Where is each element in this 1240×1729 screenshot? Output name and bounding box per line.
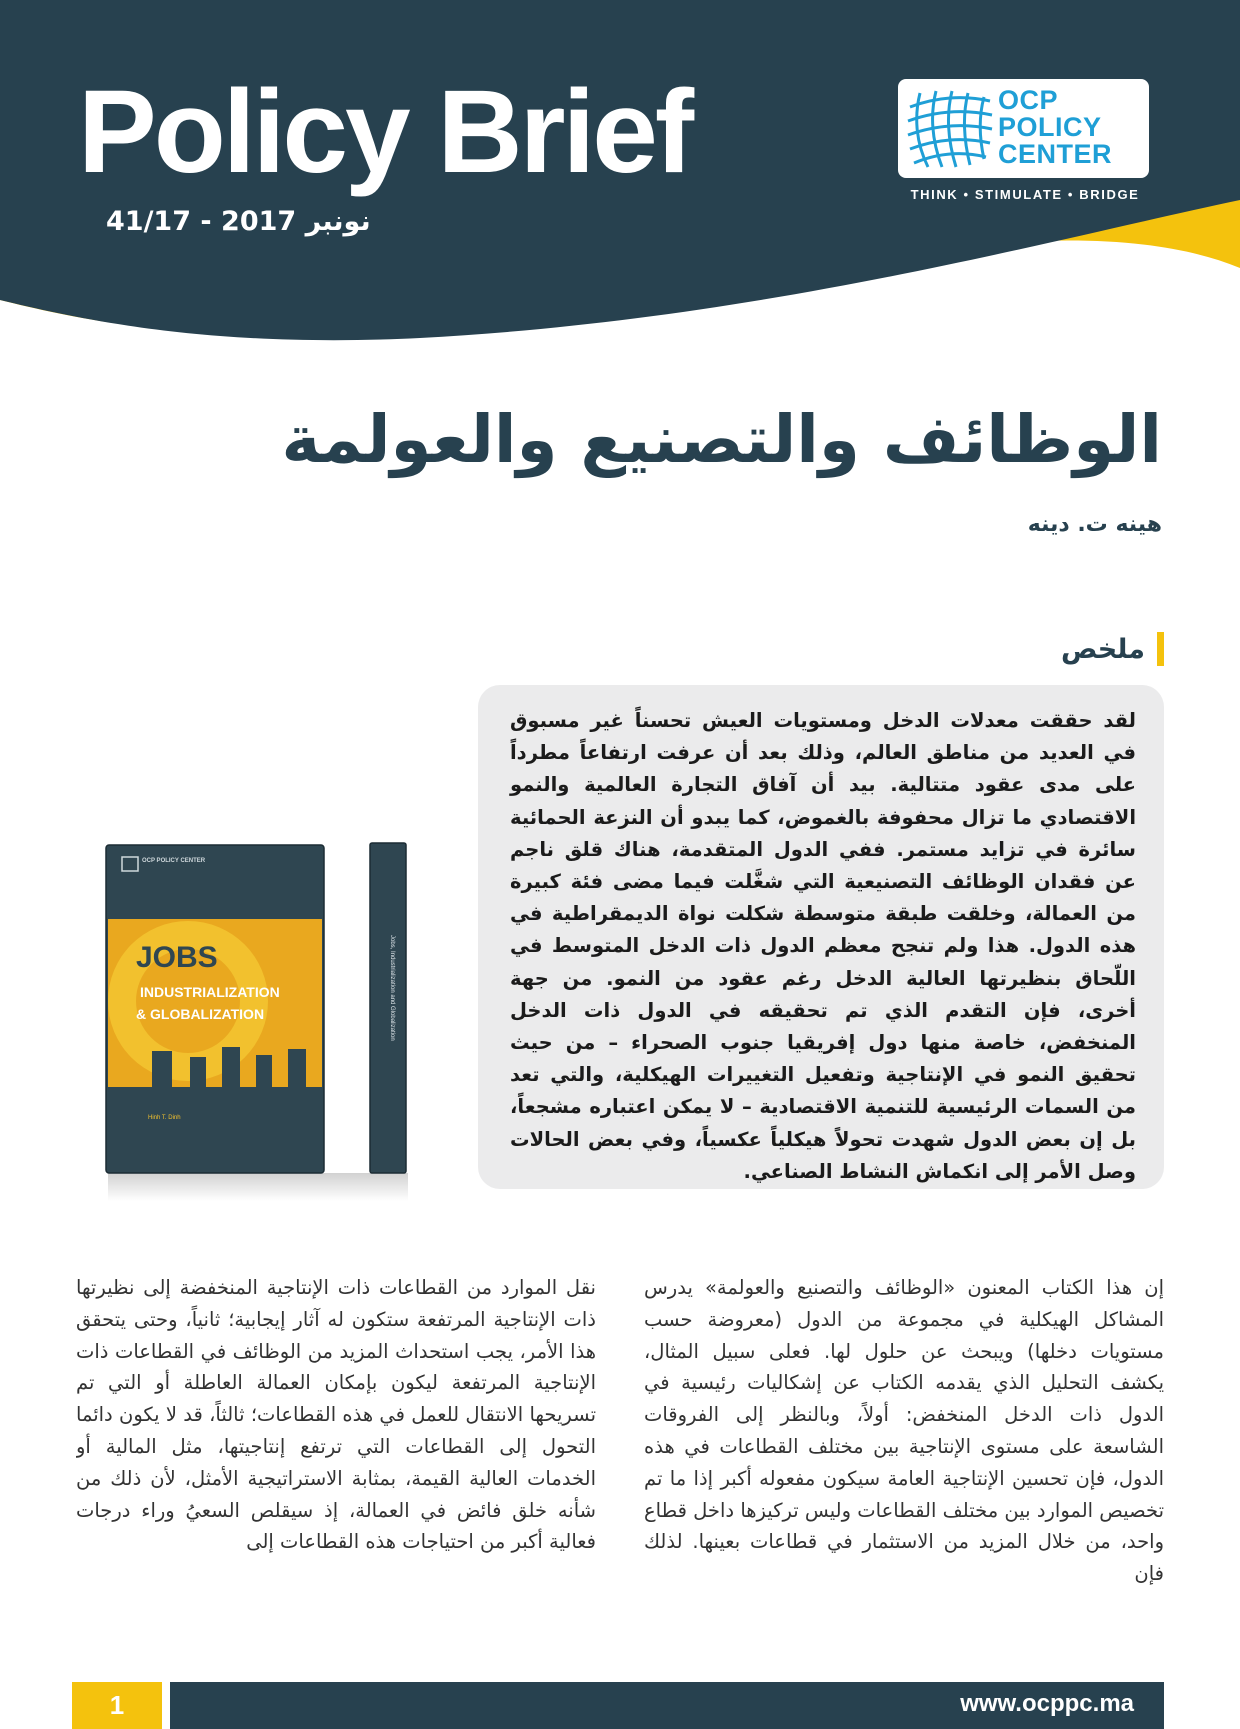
book-title-jobs: JOBS xyxy=(136,941,218,974)
body-column-left: نقل الموارد من القطاعات ذات الإنتاجية المنخفضة إلى نظيرتها ذات الإنتاجية المرتفعة ستكون له آثار إيجابية؛ ثانياً، وحتى يتحقق هذا الأمر، يجب استحداث المزيد من الوظائف في القطاعات ذات الإنتاجية المرتفعة ليكون بإمكان العمالة العاطلة أو التي تم تسريحها الانتقال للعمل في هذه القطاعات؛ ثالثاً، قد لا يكون دائما التحول إلى القطاعات التي ترتفع إنتاجيتها، مثل المالية أو الخدمات العالية القيمة، بمثابة الاستراتيجية الأمثل، لأن ذلك من شأنه خلق فائض في العمالة، إذ سيقلص السعيُ وراء درجات فعالية أكبر من احتياجات هذه القطاعات إلى xyxy=(76,1276,596,1554)
book-shadow xyxy=(108,1173,408,1201)
logo-line-center: CENTER xyxy=(998,139,1113,169)
globe-grid-icon xyxy=(906,87,994,171)
website-link[interactable]: www.ocppc.ma xyxy=(960,1690,1134,1717)
summary-box xyxy=(478,685,1164,1189)
logo-tagline: THINK • STIMULATE • BRIDGE xyxy=(910,187,1140,202)
book-author: Hinh T. Dinh xyxy=(148,1115,181,1121)
page-number-box xyxy=(72,1682,162,1729)
summary-heading xyxy=(864,632,1164,666)
policy-brief-title: Policy Brief xyxy=(78,66,692,198)
footer-dark-bar xyxy=(170,1682,1164,1729)
book-title-industrialization: INDUSTRIALIZATION xyxy=(140,984,280,1000)
article-title: الوظائف والتصنيع والعولمة xyxy=(281,401,1162,478)
header-banner xyxy=(0,0,1240,345)
summary-heading-label: ملخص xyxy=(1060,633,1145,665)
book-spine xyxy=(370,843,406,1173)
book-cover-image xyxy=(100,835,430,1205)
logo-line-ocp: OCP xyxy=(998,85,1059,115)
body-column-right: إن هذا الكتاب المعنون «الوظائف والتصنيع والعولمة» يدرس المشاكل الهيكلية في مجموعة من الدول (معروضة حسب مستويات دخلها) ويبحث عن حلول لها. فعلى سبيل المثال، يكشف التحليل الذي يقدمه الكتاب عن إشكاليات رئيسية في الدول ذات الدخل المنخفض: أولاً، وبالنظر إلى الفروقات الشاسعة على مستوى الإنتاجية بين مختلف القطاعات في هذه الدول، فإن تحسين الإنتاجية العامة سيكون مفعوله أكبر إذا ما تم تخصيص الموارد بين مختلف القطاعات وليس تركيزها داخل قطاع واحد، من خلال المزيد من الاستثمار في قطاعات بعينها. لذلك فإن xyxy=(644,1276,1164,1586)
footer-bar xyxy=(0,1682,1240,1729)
summary-text: لقد حققت معدلات الدخل ومستويات العيش تحسناً غير مسبوق في العديد من مناطق العالم، وذلك بعد أن عرفت ارتفاعاً مطرداً على مدى عقود متتالية. بيد أن آفاق التجارة العالمية والنمو الاقتصادي ما تزال محفوفة بالغموض، كما يبدو أن النزعة الحمائية سائرة في تزايد مستمر. ففي الدول المتقدمة، هناك قلق ناجم عن فقدان الوظائف التصنيعية التي شغَّلت فيما مضى فئة كبيرة من العمالة، وخلقت طبقة متوسطة شكلت نواة الديمقراطية في هذه الدول. هذا ولم تنجح معظم الدول ذات الدخل المتوسط في اللّحاق بنظيرتها العالية الدخل رغم عقود من النمو. من جهة أخرى، فإن التقدم الذي تم تحقيقه في الدول ذات الدخل المنخفض، خاصة منها دول إفريقيا جنوب الصحراء – من حيث تحقيق النمو في الإنتاجية وتفعيل التغييرات الهيكلية، والتي تعد من السمات الرئيسية للتنمية الاقتصادية – لا يمكن اعتباره مشجعاً، بل إن بعض الدول شهدت تحولاً هيكلياً عكسياً، وفي بعض الحالات وصل الأمر إلى انكماش النشاط الصناعي. xyxy=(510,709,1136,1183)
page-number: 1 xyxy=(109,1690,125,1720)
ocp-logo[interactable] xyxy=(898,79,1149,178)
summary-accent-bar xyxy=(1157,632,1164,666)
logo-line-policy: POLICY xyxy=(998,112,1102,142)
logo-wordmark xyxy=(998,87,1144,168)
book-publisher: OCP POLICY CENTER xyxy=(142,858,206,864)
issue-date-number: نونبر 2017 - 41/17 xyxy=(106,206,371,237)
book-spine-title: Jobs, Industrialization and Globalization xyxy=(389,935,395,1041)
author-name: هينه ت. دينه xyxy=(1027,512,1162,537)
book-title-globalization: & GLOBALIZATION xyxy=(136,1006,265,1022)
